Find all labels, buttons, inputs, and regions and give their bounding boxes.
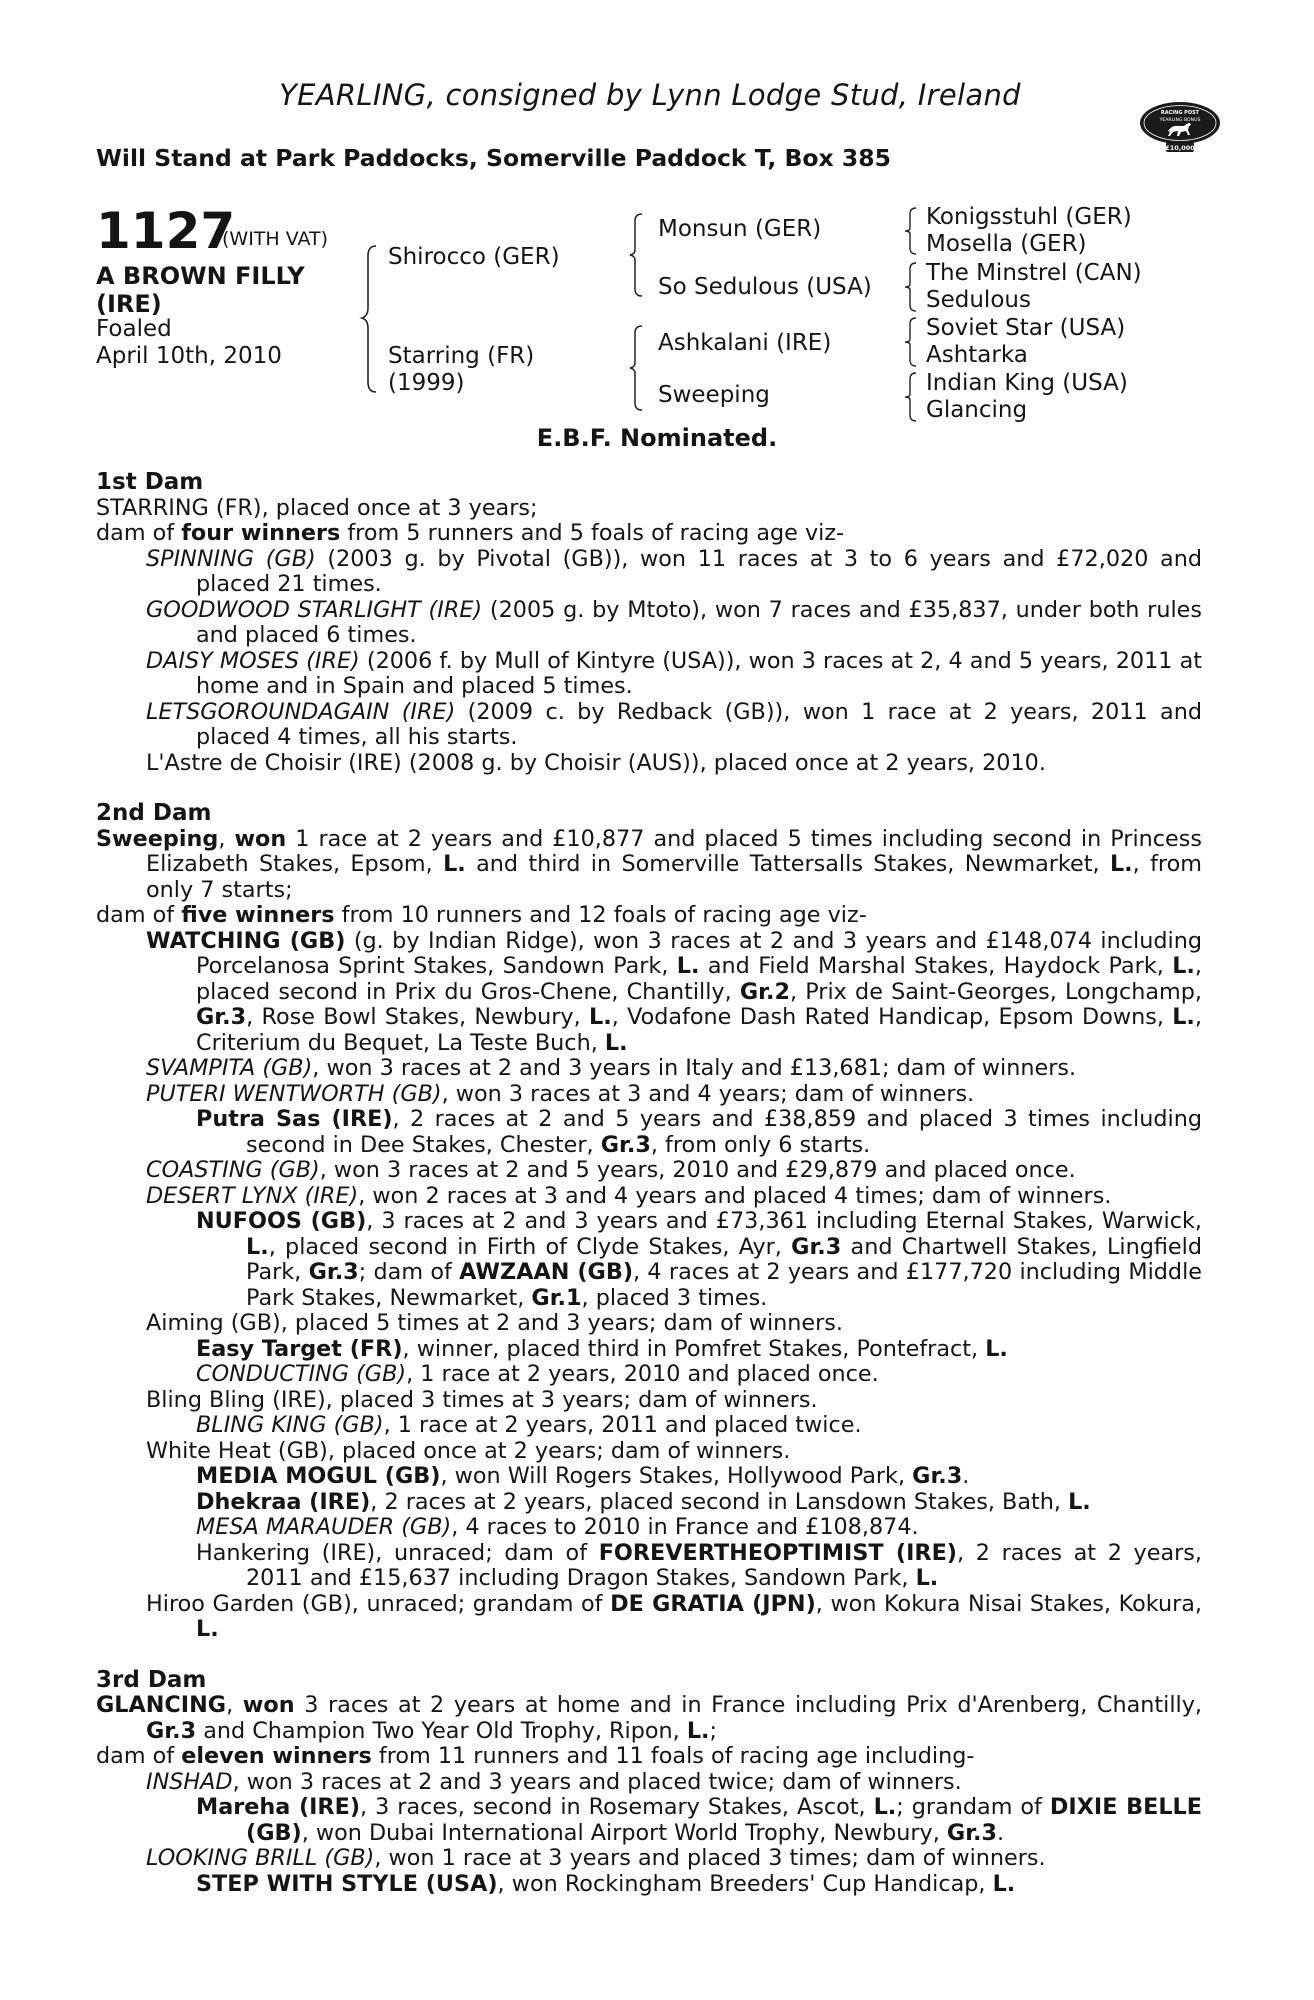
location-line: Will Stand at Park Paddocks, Somerville Paddock T, Box 385 xyxy=(96,144,891,172)
pedigree-brace-sire xyxy=(630,212,646,298)
produce-entry: INSHAD, won 3 races at 2 and 3 years and placed twice; dam of winners. xyxy=(146,1768,962,1795)
consignment-line: YEARLING, consigned by Lynn Lodge Stud, Ireland xyxy=(279,78,1021,112)
pedigree-sire-sire: Monsun (GER) xyxy=(658,216,822,242)
produce-entry: GOODWOOD STARLIGHT (IRE) (2005 g. by Mtoto), won 7 races and £35,837, under both rules and placed 6 times. xyxy=(146,596,1202,648)
pedigree-brace-main xyxy=(362,244,382,394)
pedigree-g3: The Minstrel (CAN) xyxy=(926,260,1142,286)
lot-description xyxy=(96,262,305,318)
pedigree-g8: Glancing xyxy=(926,397,1028,423)
produce-entry: Dhekraa (IRE), 2 races at 2 years, placed second in Lansdown Stakes, Bath, L. xyxy=(196,1488,1091,1515)
pedigree-g6: Ashtarka xyxy=(926,342,1028,368)
produce-entry: MESA MARAUDER (GB), 4 races to 2010 in France and £108,874. xyxy=(196,1514,919,1540)
pedigree-brace-g12 xyxy=(905,206,919,256)
first-dam-heading: 1st Dam xyxy=(96,469,204,495)
lot-sex-line1: A BROWN FILLY xyxy=(96,262,305,290)
pedigree-dam: Starring (FR) xyxy=(388,343,535,369)
produce-entry: NUFOOS (GB), 3 races at 2 and 3 years and £73,361 including Eternal Stakes, Warwick, L., placed second in Firth of Clyde Stakes, Ayr, Gr.3 and Chartwell Stakes, Lingfield Park, Gr.3; dam of AWZAAN (GB), 4 races at 2 years and £177,720 including Middle Park Stakes, Newmarket, Gr.1, placed 3 times. xyxy=(196,1208,1202,1311)
produce-entry: DAISY MOSES (IRE) (2006 f. by Mull of Kintyre (USA)), won 3 races at 2, 4 and 5 years, 2011 at home and in Spain and placed 5 times. xyxy=(146,647,1202,699)
produce-entry: Putra Sas (IRE), 2 races at 2 and 5 years and £38,859 and placed 3 times including second in Dee Stakes, Chester, Gr.3, from only 6 starts. xyxy=(196,1106,1202,1158)
produce-entry: CONDUCTING (GB), 1 race at 2 years, 2010 and placed once. xyxy=(196,1361,879,1387)
produce-entry: Easy Target (FR), winner, placed third in Pomfret Stakes, Pontefract, L. xyxy=(196,1335,1008,1362)
first-dam-line: STARRING (FR), placed once at 3 years; xyxy=(96,494,538,521)
third-dam-line: GLANCING, won 3 races at 2 years at home and in France including Prix d'Arenberg, Chantilly, Gr.3 and Champion Two Year Old Trophy, Ripon, L.; xyxy=(96,1692,1202,1744)
second-dam-heading: 2nd Dam xyxy=(96,800,212,826)
pedigree-g4: Sedulous xyxy=(926,287,1031,313)
pedigree-dam-year: (1999) xyxy=(388,370,465,396)
badge-mid-text: YEARLING BONUS xyxy=(1159,118,1201,123)
produce-entry: Hiroo Garden (GB), unraced; grandam of DE GRATIA (JPN), won Kokura Nisai Stakes, Kokura, L. xyxy=(146,1590,1203,1642)
vat-note: (WITH VAT) xyxy=(222,228,329,250)
produce-entry: Aiming (GB), placed 5 times at 2 and 3 years; dam of winners. xyxy=(146,1310,843,1336)
pedigree-dam-dam: Sweeping xyxy=(658,382,770,408)
badge-amount-text: £10,000 xyxy=(1165,144,1195,152)
produce-entry: DESERT LYNX (IRE), won 2 races at 3 and 4 years and placed 4 times; dam of winners. xyxy=(146,1182,1112,1209)
produce-entry: MEDIA MOGUL (GB), won Will Rogers Stakes, Hollywood Park, Gr.3. xyxy=(196,1463,970,1489)
produce-entry: Bling Bling (IRE), placed 3 times at 3 years; dam of winners. xyxy=(146,1386,818,1413)
third-dam-heading: 3rd Dam xyxy=(96,1666,207,1693)
produce-entry: COASTING (GB), won 3 races at 2 and 5 years, 2010 and £29,879 and placed once. xyxy=(146,1157,1076,1183)
produce-entry: Mareha (IRE), 3 races, second in Rosemary Stakes, Ascot, L.; grandam of DIXIE BELLE (GB), won Dubai International Airport World Trophy, Newbury, Gr.3. xyxy=(196,1794,1202,1846)
pedigree-dam-sire: Ashkalani (IRE) xyxy=(658,330,832,356)
produce-entry: PUTERI WENTWORTH (GB), won 3 races at 3 and 4 years; dam of winners. xyxy=(146,1080,975,1107)
pedigree-g7: Indian King (USA) xyxy=(926,370,1128,396)
pedigree-g2: Mosella (GER) xyxy=(926,231,1087,257)
produce-entry: Hankering (IRE), unraced; dam of FOREVERTHEOPTIMIST (IRE), 2 races at 2 years, 2011 and £15,637 including Dragon Stakes, Sandown Park, L. xyxy=(196,1539,1202,1591)
produce-entry: White Heat (GB), placed once at 2 years; dam of winners. xyxy=(146,1437,791,1464)
pedigree-brace-g56 xyxy=(905,316,919,368)
produce-entry: L'Astre de Choisir (IRE) (2008 g. by Choisir (AUS)), placed once at 2 years, 2010. xyxy=(146,749,1046,776)
pedigree-g1: Konigsstuhl (GER) xyxy=(926,204,1132,230)
lot-number: 1127 xyxy=(96,202,236,260)
foaled-label: Foaled xyxy=(96,316,172,342)
yearling-bonus-badge xyxy=(1138,98,1222,154)
second-dam-line: Sweeping, won 1 race at 2 years and £10,877 and placed 5 times including second in Princess Elizabeth Stakes, Epsom, L. and third in Somerville Tattersalls Stakes, Newmarket, L., from only 7 starts; xyxy=(96,825,1202,903)
second-dam-produce-summary: dam of five winners from 10 runners and 12 foals of racing age viz- xyxy=(96,902,867,928)
pedigree-brace-g78 xyxy=(905,371,919,423)
badge-top-text: RACING POST xyxy=(1160,110,1200,116)
pedigree-sire-dam: So Sedulous (USA) xyxy=(658,274,872,300)
foaled-date: April 10th, 2010 xyxy=(96,343,282,369)
pedigree-sire: Shirocco (GER) xyxy=(388,244,560,270)
produce-entry: LETSGOROUNDAGAIN (IRE) (2009 c. by Redback (GB)), won 1 race at 2 years, 2011 and placed 4 times, all his starts. xyxy=(146,698,1202,750)
catalogue-body xyxy=(96,470,1202,1897)
third-dam-produce-summary: dam of eleven winners from 11 runners and 11 foals of racing age including- xyxy=(96,1743,975,1769)
produce-entry: SPINNING (GB) (2003 g. by Pivotal (GB)), won 11 races at 3 to 6 years and £72,020 and placed 21 times. xyxy=(146,545,1202,597)
produce-entry: WATCHING (GB) (g. by Indian Ridge), won 3 races at 2 and 3 years and £148,074 including Porcelanosa Sprint Stakes, Sandown Park, L. and Field Marshal Stakes, Haydock Park, L., placed second in Prix du Gros-Chene, Chantilly, Gr.2, Prix de Saint-Georges, Longchamp, Gr.3, Rose Bowl Stakes, Newbury, L., Vodafone Dash Rated Handicap, Epsom Downs, L., Criterium du Bequet, La Teste Buch, L. xyxy=(146,927,1202,1056)
pedigree-brace-dam xyxy=(630,324,646,412)
pedigree-g5: Soviet Star (USA) xyxy=(926,315,1126,341)
pedigree-brace-g34 xyxy=(905,261,919,313)
produce-entry: SVAMPITA (GB), won 3 races at 2 and 3 years in Italy and £13,681; dam of winners. xyxy=(146,1055,1077,1081)
produce-entry: BLING KING (GB), 1 race at 2 years, 2011 and placed twice. xyxy=(196,1412,862,1438)
produce-entry: LOOKING BRILL (GB), won 1 race at 3 years and placed 3 times; dam of winners. xyxy=(146,1845,1046,1871)
foaled-block xyxy=(96,316,282,370)
produce-entry: STEP WITH STYLE (USA), won Rockingham Breeders' Cup Handicap, L. xyxy=(196,1870,1016,1897)
ebf-nomination: E.B.F. Nominated. xyxy=(536,424,778,452)
lot-sex-line2: (IRE) xyxy=(96,290,162,318)
first-dam-produce-summary: dam of four winners from 5 runners and 5 foals of racing age viz- xyxy=(96,520,845,546)
